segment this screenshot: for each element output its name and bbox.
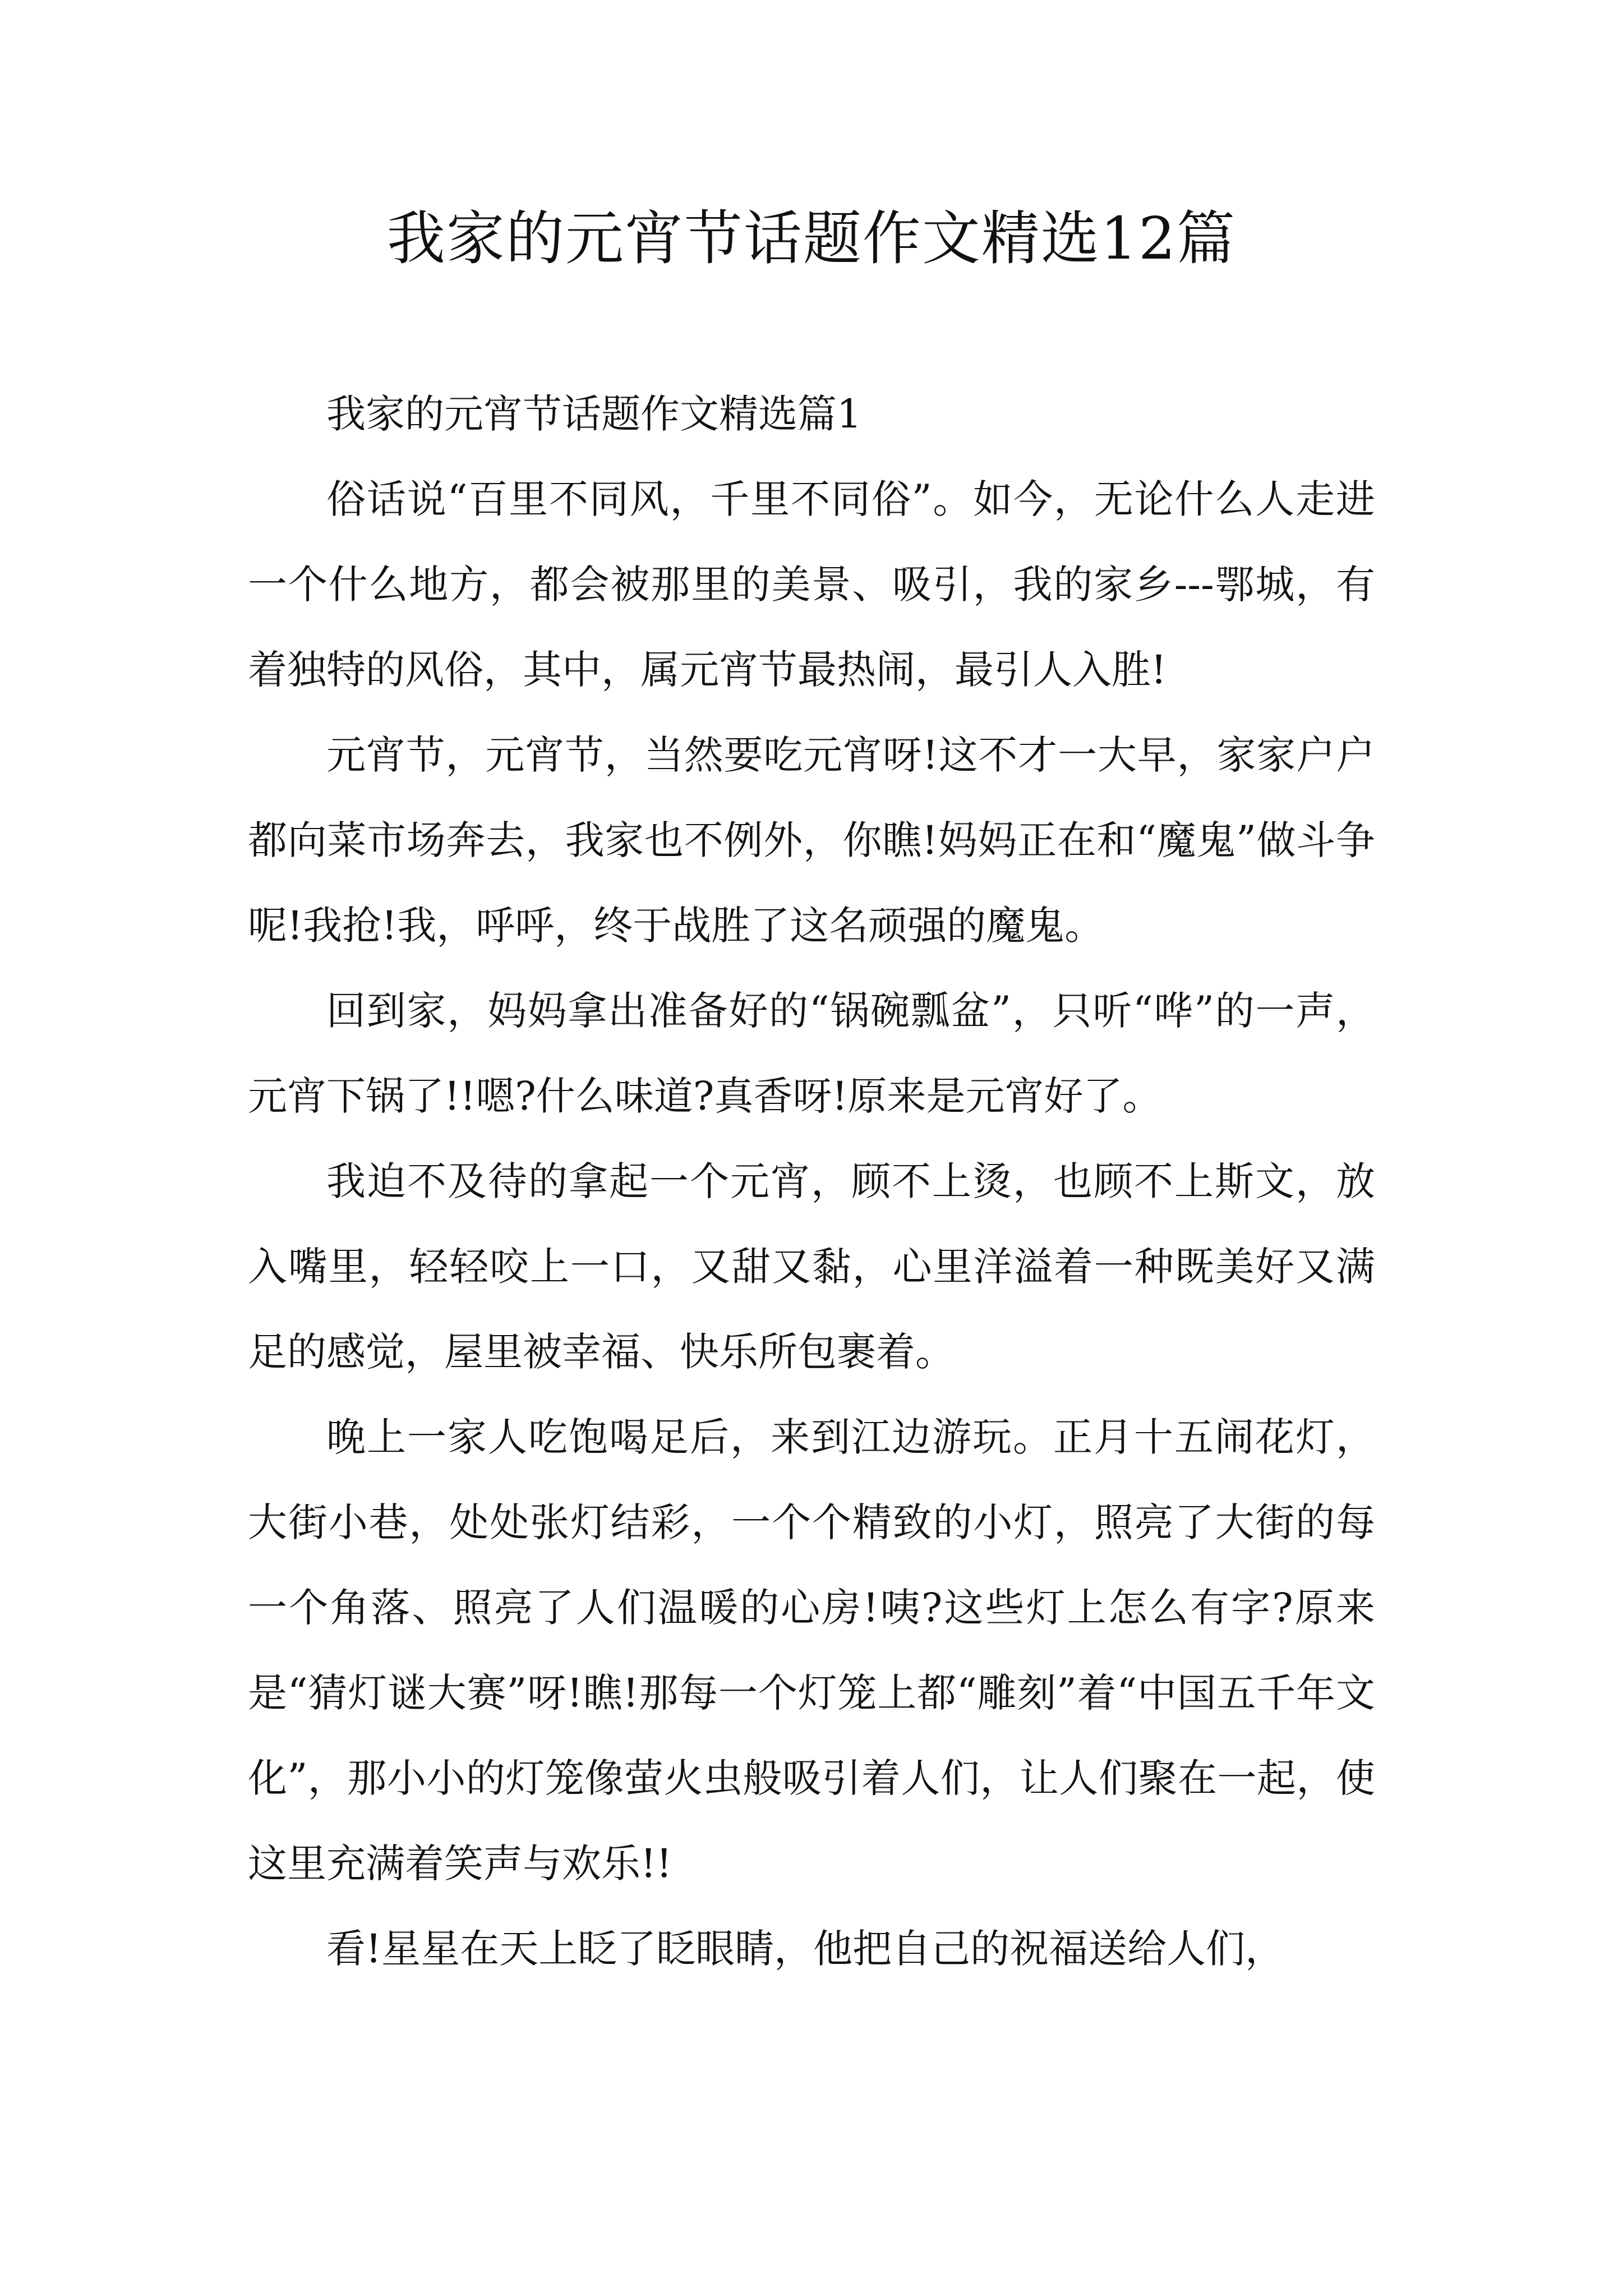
section-heading: 我家的元宵节话题作文精选篇1 [326,391,862,437]
paragraph: 晚上一家人吃饱喝足后，来到江边游玩。正月十五闹花灯，大街小巷，处处张灯结彩，一个个精致的小灯，照亮了大街的每一个角落、照亮了人们温暖的心房!咦?这些灯上怎么有字?原来是“猜灯谜大赛”呀!瞧!那每一个灯笼上都“雕刻”着“中国五千年文化”，那小小的灯笼像萤火虫般吸引着人们，让人们聚在一起，使这里充满着笑声与欢乐!! [248,1414,1375,1887]
paragraph: 俗话说“百里不同风，千里不同俗”。如今，无论什么人走进一个什么地方，都会被那里的美景、吸引，我的家乡---鄂城，有着独特的风俗，其中，属元宵节最热闹，最引人入胜! [248,476,1375,693]
document-title: 我家的元宵节话题作文精选12篇 [386,204,1237,273]
paragraph: 看!星星在天上眨了眨眼睛，他把自己的祝福送给人们， [326,1926,1285,1972]
document-body [248,371,1375,1991]
paragraph: 我迫不及待的拿起一个元宵，顾不上烫，也顾不上斯文，放入嘴里，轻轻咬上一口，又甜又黏，心里洋溢着一种既美好又满足的感觉，屋里被幸福、快乐所包裹着。 [248,1158,1375,1375]
paragraph: 元宵节，元宵节，当然要吃元宵呀!这不才一大早，家家户户都向菜市场奔去，我家也不例外，你瞧!妈妈正在和“魔鬼”做斗争呢!我抢!我，呼呼，终于战胜了这名顽强的魔鬼。 [248,732,1375,949]
paragraph: 回到家，妈妈拿出准备好的“锅碗瓢盆”，只听“哗”的一声，元宵下锅了!!嗯?什么味道?真香呀!原来是元宵好了。 [248,988,1375,1119]
